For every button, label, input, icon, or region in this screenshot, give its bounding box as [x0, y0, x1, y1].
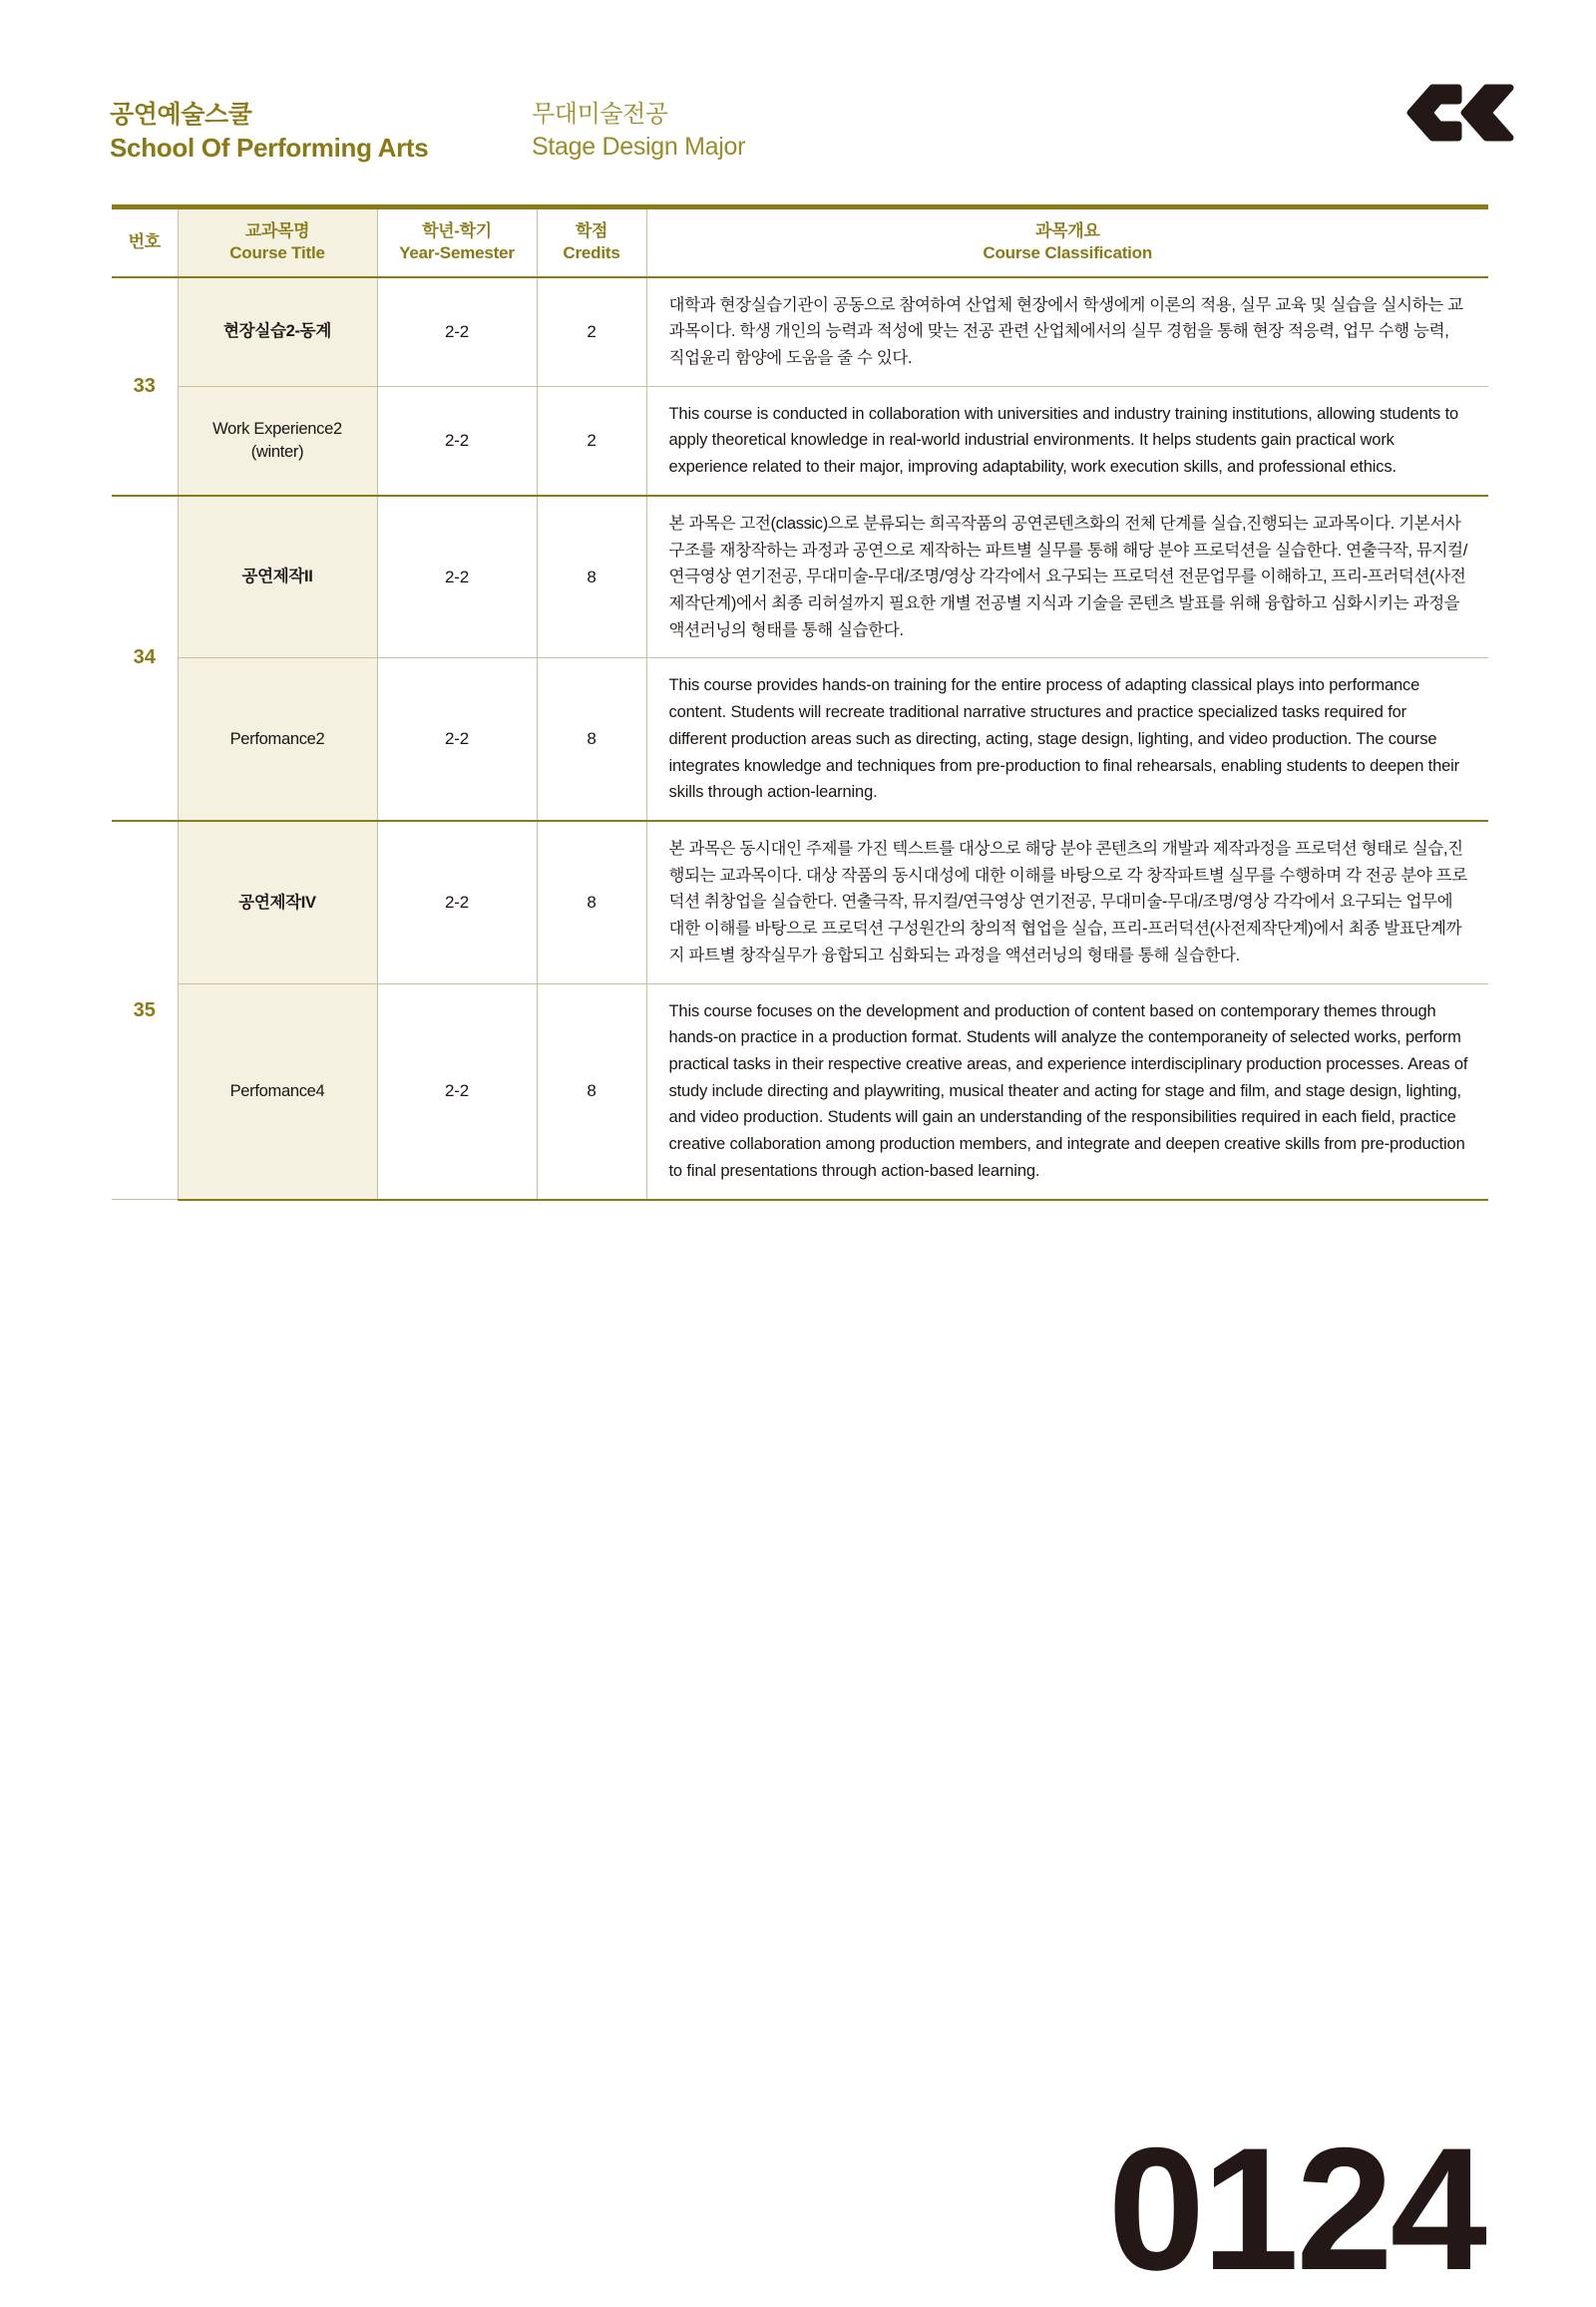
table-row	[112, 496, 1488, 658]
cell-description-ko: 본 과목은 고전(classic)으로 분류되는 희곡작품의 공연콘텐츠화의 전체 단계를 실습,진행되는 교과목이다. 기본서사구조를 재창작하는 과정과 공연으로 제작하는 파트별 실무를 통해 해당 분야 프로덕션을 실습한다. 연출극작, 뮤지컬/연극영상 연기전공, 무대미술-무대/조명/영상 각각에서 요구되는 프로덕션 전문업무를 이해하고, 프리-프러덕션(사전제작단계)에서 최종 리허설까지 필요한 개별 전공별 지식과 기술을 콘텐츠 발표를 위해 융합하고 심화시키는 과정을 액션러닝의 형태를 통해 실습한다.	[646, 496, 1488, 658]
column-header-credits: 학점 Credits	[537, 207, 646, 277]
cell-description-en: This course focuses on the development and production of content based on contemporary themes through hands-on practice in a production format. Students will analyze the contemporaneity of selected works, perform practical tasks in their respective creative areas, and experience interdisciplinary production processes. Areas of study include directing and playwriting, musical theater and acting for stage and film, and stage design, lighting, and video production. Students will gain an understanding of the responsibilities required in each field, practice creative collaboration among production members, and integrate and deepen creative skills from pre-production to final presentations through action-based learning.	[646, 983, 1488, 1200]
table-header-row	[112, 207, 1488, 277]
cell-credits: 8	[537, 983, 646, 1200]
column-header-number: 번호	[112, 207, 178, 277]
page-header	[0, 0, 1596, 204]
major-title-ko: 무대미술전공	[532, 101, 668, 128]
school-title-ko: 공연예술스쿨	[110, 101, 252, 129]
cell-course-title-en: Perfomance4	[178, 983, 377, 1200]
cell-description-en: This course provides hands-on training for the entire process of adapting classical plays into performance content. Students will recreate traditional narrative structures and practice specialized tasks required for different production areas such as directing, acting, stage design, lighting, and video production. The course integrates knowledge and techniques from pre-production to final rehearsals, enabling students to deepen their skills through action-learning.	[646, 658, 1488, 821]
cell-course-number: 34	[112, 496, 178, 821]
cell-credits: 8	[537, 821, 646, 983]
cell-year-semester: 2-2	[377, 821, 537, 983]
table-row	[112, 277, 1488, 387]
cell-credits: 8	[537, 658, 646, 821]
table-header	[112, 207, 1488, 277]
cell-year-semester: 2-2	[377, 277, 537, 387]
cell-credits: 8	[537, 496, 646, 658]
table-row	[112, 386, 1488, 496]
cell-course-title-ko: 현장실습2-동계	[178, 277, 377, 387]
course-table	[112, 204, 1488, 1201]
cell-description-en: This course is conducted in collaboration with universities and industry training institutions, allowing students to apply theoretical knowledge in real-world industrial environments. It helps students gain practical work experience related to their major, improving adaptability, work execution skills, and professional ethics.	[646, 386, 1488, 496]
cell-course-title-ko: 공연제작II	[178, 496, 377, 658]
cell-credits: 2	[537, 386, 646, 496]
cell-year-semester: 2-2	[377, 386, 537, 496]
cell-credits: 2	[537, 277, 646, 387]
cell-course-number: 35	[112, 821, 178, 1200]
major-title-block	[532, 100, 745, 163]
major-title-en: Stage Design Major	[532, 133, 746, 162]
table-body	[112, 277, 1488, 1200]
column-header-course-title: 교과목명 Course Title	[178, 207, 377, 277]
cell-year-semester: 2-2	[377, 658, 537, 821]
ck-logo-icon	[1406, 82, 1514, 144]
cell-year-semester: 2-2	[377, 496, 537, 658]
school-title-en: School Of Performing Arts	[110, 132, 429, 163]
page-number: 0124	[1107, 2113, 1484, 2307]
column-header-course-classification: 과목개요 Course Classification	[646, 207, 1488, 277]
cell-course-title-en: Perfomance2	[178, 658, 377, 821]
cell-year-semester: 2-2	[377, 983, 537, 1200]
table-row	[112, 658, 1488, 821]
table-row	[112, 983, 1488, 1200]
cell-course-title-en: Work Experience2 (winter)	[178, 386, 377, 496]
cell-course-number: 33	[112, 277, 178, 496]
column-header-year-semester: 학년-학기 Year-Semester	[377, 207, 537, 277]
school-title-block	[110, 100, 428, 164]
table-row	[112, 821, 1488, 983]
cell-description-ko: 본 과목은 동시대인 주제를 가진 텍스트를 대상으로 해당 분야 콘텐츠의 개발과 제작과정을 프로덕션 형태로 실습,진행되는 교과목이다. 대상 작품의 동시대성에 대한 이해를 바탕으로 각 창작파트별 실무를 수행하며 각 전공 분야 프로덕션 취창업을 실습한다. 연출극작, 뮤지컬/연극영상 연기전공, 무대미술-무대/조명/영상 각각에서 요구되는 업무에 대한 이해를 바탕으로 프로덕션 구성원간의 창의적 협업을 실습, 프리-프러덕션(사전제작단계)에서 최종 발표단계까지 파트별 창작실무가 융합되고 심화되는 과정을 액션러닝의 형태를 통해 실습한다.	[646, 821, 1488, 983]
cell-description-ko: 대학과 현장실습기관이 공동으로 참여하여 산업체 현장에서 학생에게 이론의 적용, 실무 교육 및 실습을 실시하는 교과목이다. 학생 개인의 능력과 적성에 맞는 전공 관련 산업체에서의 실무 경험을 통해 현장 적응력, 업무 수행 능력, 직업윤리 함양에 도움을 줄 수 있다.	[646, 277, 1488, 387]
cell-course-title-ko: 공연제작IV	[178, 821, 377, 983]
